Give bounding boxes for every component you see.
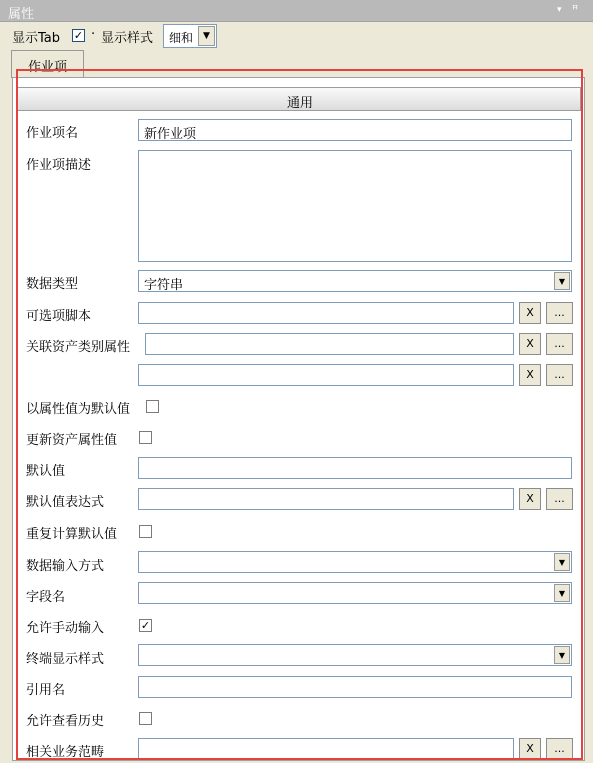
show-tab-checkbox[interactable]: ✓ — [73, 29, 84, 42]
display-style-label: 显示样式 — [101, 31, 154, 46]
update-asset-attr-label: 更新资产属性值 — [26, 433, 118, 448]
panel-titlebar — [0, 0, 593, 22]
asset-attr-secondary-clear-button[interactable]: X — [519, 364, 541, 386]
asset-attr-label: 关联资产类别属性 — [26, 340, 131, 355]
default-expr-browse-button[interactable]: ... — [546, 488, 573, 510]
default-expr-clear-button[interactable]: X — [519, 488, 541, 510]
asset-attr-secondary-input[interactable] — [138, 364, 514, 386]
display-style-select[interactable] — [163, 24, 217, 48]
attr-as-default-checkbox[interactable] — [146, 400, 159, 413]
asset-attr-clear-button[interactable]: X — [519, 333, 541, 355]
terminal-style-label: 终端显示样式 — [26, 652, 105, 667]
update-asset-attr-checkbox[interactable] — [139, 431, 152, 444]
chevron-down-icon[interactable]: ▼ — [554, 272, 570, 290]
manual-input-checkbox[interactable]: ✓ — [140, 619, 151, 632]
default-value-label: 默认值 — [26, 464, 66, 479]
business-scope-label: 相关业务范畴 — [26, 745, 105, 760]
chevron-down-icon[interactable]: ▼ — [554, 584, 570, 602]
group-header[interactable] — [17, 87, 581, 111]
asset-attr-browse-button[interactable]: ... — [546, 333, 573, 355]
display-style-value: 细和 — [169, 31, 194, 45]
asset-attr-input[interactable] — [145, 333, 514, 355]
option-script-browse-button[interactable]: ... — [546, 302, 573, 324]
attr-as-default-label: 以属性值为默认值 — [26, 402, 131, 417]
description-textarea[interactable] — [138, 150, 572, 262]
business-scope-browse-button[interactable]: ... — [546, 738, 573, 760]
panel-title: 属性 — [8, 7, 35, 22]
data-type-select[interactable] — [138, 270, 572, 292]
group-title: 通用 — [286, 96, 313, 111]
name-input[interactable] — [138, 119, 572, 141]
description-label: 作业项描述 — [26, 158, 92, 173]
chevron-down-icon[interactable]: ▼ — [554, 646, 570, 664]
terminal-style-select[interactable] — [138, 644, 572, 666]
ref-name-input[interactable] — [138, 676, 572, 698]
business-scope-clear-button[interactable]: X — [519, 738, 541, 760]
field-name-select[interactable] — [138, 582, 572, 604]
data-type-value: 字符串 — [144, 278, 184, 293]
manual-input-label: 允许手动输入 — [26, 621, 105, 636]
default-expr-input[interactable] — [138, 488, 514, 510]
name-input-value: 新作业项 — [144, 127, 197, 142]
asset-attr-secondary-browse-button[interactable]: ... — [546, 364, 573, 386]
tab-work-item[interactable] — [11, 50, 84, 78]
view-history-label: 允许查看历史 — [26, 714, 105, 729]
business-scope-input[interactable] — [138, 738, 514, 760]
data-type-label: 数据类型 — [26, 277, 79, 292]
toolbar-separator: · — [91, 27, 96, 42]
dropdown-icon[interactable]: ▾ — [557, 5, 562, 15]
name-label: 作业项名 — [26, 126, 79, 141]
default-value-input[interactable] — [138, 457, 572, 479]
ref-name-label: 引用名 — [26, 683, 66, 698]
show-tab-label: 显示Tab — [12, 31, 61, 46]
chevron-down-icon[interactable]: ▼ — [554, 553, 570, 571]
input-mode-label: 数据输入方式 — [26, 559, 105, 574]
pin-icon[interactable]: ꟸ — [572, 3, 579, 16]
chevron-down-icon[interactable]: ▼ — [198, 26, 215, 46]
recalc-default-label: 重复计算默认值 — [26, 527, 118, 542]
recalc-default-checkbox[interactable] — [139, 525, 152, 538]
option-script-clear-button[interactable]: X — [519, 302, 541, 324]
option-script-input[interactable] — [138, 302, 514, 324]
view-history-checkbox[interactable] — [139, 712, 152, 725]
option-script-label: 可选项脚本 — [26, 309, 92, 324]
tab-label: 作业项 — [27, 60, 67, 75]
input-mode-select[interactable] — [138, 551, 572, 573]
default-expr-label: 默认值表达式 — [26, 495, 105, 510]
field-name-label: 字段名 — [26, 590, 66, 605]
